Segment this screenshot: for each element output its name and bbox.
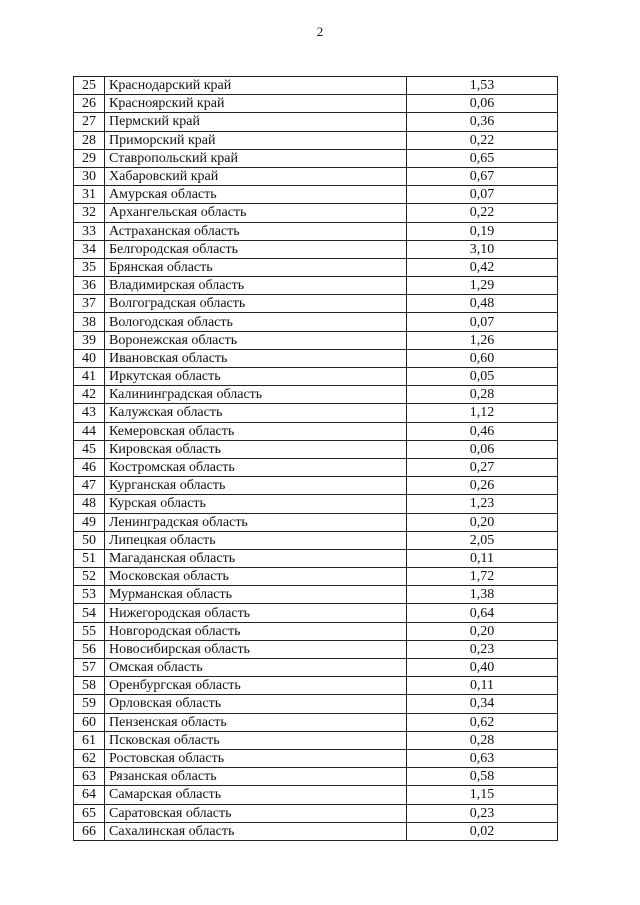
value-cell: 0,36: [407, 113, 558, 131]
region-name-cell: Архангельская область: [105, 204, 407, 222]
table-row: [74, 313, 558, 331]
value-cell: 0,22: [407, 131, 558, 149]
value-cell: 0,06: [407, 440, 558, 458]
value-cell: 0,63: [407, 749, 558, 767]
region-name-cell: Ивановская область: [105, 349, 407, 367]
value-cell: 0,28: [407, 731, 558, 749]
row-number-cell: 41: [74, 368, 105, 386]
region-name-cell: Астраханская область: [105, 222, 407, 240]
row-number-cell: 42: [74, 386, 105, 404]
table-row: [74, 368, 558, 386]
value-cell: 0,07: [407, 313, 558, 331]
row-number-cell: 29: [74, 149, 105, 167]
region-name-cell: Ростовская область: [105, 749, 407, 767]
table-row: [74, 349, 558, 367]
table-row: [74, 131, 558, 149]
row-number-cell: 56: [74, 640, 105, 658]
value-cell: 1,38: [407, 586, 558, 604]
value-cell: 0,02: [407, 822, 558, 840]
value-cell: 3,10: [407, 240, 558, 258]
row-number-cell: 36: [74, 277, 105, 295]
region-name-cell: Белгородская область: [105, 240, 407, 258]
value-cell: 0,11: [407, 677, 558, 695]
value-cell: 0,11: [407, 549, 558, 567]
row-number-cell: 65: [74, 804, 105, 822]
region-name-cell: Псковская область: [105, 731, 407, 749]
value-cell: 0,20: [407, 513, 558, 531]
table-row: [74, 749, 558, 767]
value-cell: 0,26: [407, 477, 558, 495]
region-name-cell: Липецкая область: [105, 531, 407, 549]
region-name-cell: Саратовская область: [105, 804, 407, 822]
region-name-cell: Омская область: [105, 659, 407, 677]
region-name-cell: Новгородская область: [105, 622, 407, 640]
region-name-cell: Брянская область: [105, 258, 407, 276]
row-number-cell: 39: [74, 331, 105, 349]
region-name-cell: Новосибирская область: [105, 640, 407, 658]
table-row: [74, 513, 558, 531]
row-number-cell: 32: [74, 204, 105, 222]
row-number-cell: 30: [74, 167, 105, 185]
row-number-cell: 43: [74, 404, 105, 422]
value-cell: 0,46: [407, 422, 558, 440]
value-cell: 1,26: [407, 331, 558, 349]
value-cell: 0,19: [407, 222, 558, 240]
value-cell: 0,62: [407, 713, 558, 731]
region-name-cell: Иркутская область: [105, 368, 407, 386]
row-number-cell: 59: [74, 695, 105, 713]
page-number: 2: [316, 24, 324, 39]
value-cell: 1,29: [407, 277, 558, 295]
region-name-cell: Сахалинская область: [105, 822, 407, 840]
value-cell: 0,20: [407, 622, 558, 640]
table-row: [74, 404, 558, 422]
value-cell: 0,34: [407, 695, 558, 713]
row-number-cell: 58: [74, 677, 105, 695]
table-row: [74, 331, 558, 349]
region-name-cell: Самарская область: [105, 786, 407, 804]
row-number-cell: 44: [74, 422, 105, 440]
row-number-cell: 66: [74, 822, 105, 840]
row-number-cell: 38: [74, 313, 105, 331]
row-number-cell: 40: [74, 349, 105, 367]
row-number-cell: 35: [74, 258, 105, 276]
table-row: [74, 695, 558, 713]
region-name-cell: Приморский край: [105, 131, 407, 149]
region-name-cell: Кировская область: [105, 440, 407, 458]
region-name-cell: Калининградская область: [105, 386, 407, 404]
table-row: [74, 186, 558, 204]
table-row: [74, 240, 558, 258]
value-cell: 0,07: [407, 186, 558, 204]
value-cell: 0,40: [407, 659, 558, 677]
table-row: [74, 804, 558, 822]
row-number-cell: 54: [74, 604, 105, 622]
table-row: [74, 495, 558, 513]
row-number-cell: 25: [74, 77, 105, 95]
region-name-cell: Ставропольский край: [105, 149, 407, 167]
row-number-cell: 49: [74, 513, 105, 531]
row-number-cell: 37: [74, 295, 105, 313]
table-row: [74, 422, 558, 440]
table-row: [74, 77, 558, 95]
value-cell: 0,67: [407, 167, 558, 185]
region-name-cell: Красноярский край: [105, 95, 407, 113]
value-cell: 0,65: [407, 149, 558, 167]
table-row: [74, 458, 558, 476]
row-number-cell: 28: [74, 131, 105, 149]
table-row: [74, 604, 558, 622]
regions-table: [73, 76, 558, 841]
region-name-cell: Костромская область: [105, 458, 407, 476]
region-name-cell: Курганская область: [105, 477, 407, 495]
value-cell: 1,15: [407, 786, 558, 804]
row-number-cell: 63: [74, 768, 105, 786]
row-number-cell: 57: [74, 659, 105, 677]
value-cell: 0,48: [407, 295, 558, 313]
value-cell: 0,64: [407, 604, 558, 622]
table-row: [74, 640, 558, 658]
table-row: [74, 258, 558, 276]
table-row: [74, 277, 558, 295]
table-row: [74, 659, 558, 677]
region-name-cell: Воронежская область: [105, 331, 407, 349]
row-number-cell: 50: [74, 531, 105, 549]
region-name-cell: Орловская область: [105, 695, 407, 713]
region-name-cell: Вологодская область: [105, 313, 407, 331]
table-row: [74, 786, 558, 804]
value-cell: 0,58: [407, 768, 558, 786]
region-name-cell: Амурская область: [105, 186, 407, 204]
region-name-cell: Пензенская область: [105, 713, 407, 731]
region-name-cell: Калужская область: [105, 404, 407, 422]
table-row: [74, 222, 558, 240]
value-cell: 0,22: [407, 204, 558, 222]
table-row: [74, 477, 558, 495]
row-number-cell: 64: [74, 786, 105, 804]
table-row: [74, 622, 558, 640]
region-name-cell: Курская область: [105, 495, 407, 513]
region-name-cell: Владимирская область: [105, 277, 407, 295]
row-number-cell: 27: [74, 113, 105, 131]
region-name-cell: Хабаровский край: [105, 167, 407, 185]
table-row: [74, 295, 558, 313]
value-cell: 0,60: [407, 349, 558, 367]
region-name-cell: Кемеровская область: [105, 422, 407, 440]
row-number-cell: 46: [74, 458, 105, 476]
value-cell: 0,42: [407, 258, 558, 276]
table-row: [74, 149, 558, 167]
table-row: [74, 731, 558, 749]
table-row: [74, 95, 558, 113]
region-name-cell: Нижегородская область: [105, 604, 407, 622]
value-cell: 0,06: [407, 95, 558, 113]
row-number-cell: 55: [74, 622, 105, 640]
value-cell: 1,12: [407, 404, 558, 422]
region-name-cell: Волгоградская область: [105, 295, 407, 313]
table-row: [74, 568, 558, 586]
value-cell: 0,27: [407, 458, 558, 476]
row-number-cell: 60: [74, 713, 105, 731]
row-number-cell: 31: [74, 186, 105, 204]
region-name-cell: Московская область: [105, 568, 407, 586]
table-row: [74, 204, 558, 222]
table-row: [74, 440, 558, 458]
table-row: [74, 768, 558, 786]
row-number-cell: 61: [74, 731, 105, 749]
value-cell: 1,53: [407, 77, 558, 95]
value-cell: 0,05: [407, 368, 558, 386]
region-name-cell: Мурманская область: [105, 586, 407, 604]
row-number-cell: 47: [74, 477, 105, 495]
row-number-cell: 45: [74, 440, 105, 458]
row-number-cell: 34: [74, 240, 105, 258]
table-row: [74, 677, 558, 695]
value-cell: 1,23: [407, 495, 558, 513]
row-number-cell: 52: [74, 568, 105, 586]
value-cell: 0,23: [407, 804, 558, 822]
row-number-cell: 51: [74, 549, 105, 567]
region-name-cell: Оренбургская область: [105, 677, 407, 695]
table-row: [74, 113, 558, 131]
row-number-cell: 48: [74, 495, 105, 513]
table-row: [74, 713, 558, 731]
regions-table-body: [74, 77, 558, 841]
table-row: [74, 586, 558, 604]
region-name-cell: Краснодарский край: [105, 77, 407, 95]
region-name-cell: Ленинградская область: [105, 513, 407, 531]
table-row: [74, 167, 558, 185]
value-cell: 0,23: [407, 640, 558, 658]
table-row: [74, 822, 558, 840]
region-name-cell: Пермский край: [105, 113, 407, 131]
table-row: [74, 386, 558, 404]
region-name-cell: Рязанская область: [105, 768, 407, 786]
row-number-cell: 62: [74, 749, 105, 767]
row-number-cell: 53: [74, 586, 105, 604]
row-number-cell: 33: [74, 222, 105, 240]
value-cell: 1,72: [407, 568, 558, 586]
table-row: [74, 531, 558, 549]
table-row: [74, 549, 558, 567]
row-number-cell: 26: [74, 95, 105, 113]
value-cell: 0,28: [407, 386, 558, 404]
region-name-cell: Магаданская область: [105, 549, 407, 567]
value-cell: 2,05: [407, 531, 558, 549]
